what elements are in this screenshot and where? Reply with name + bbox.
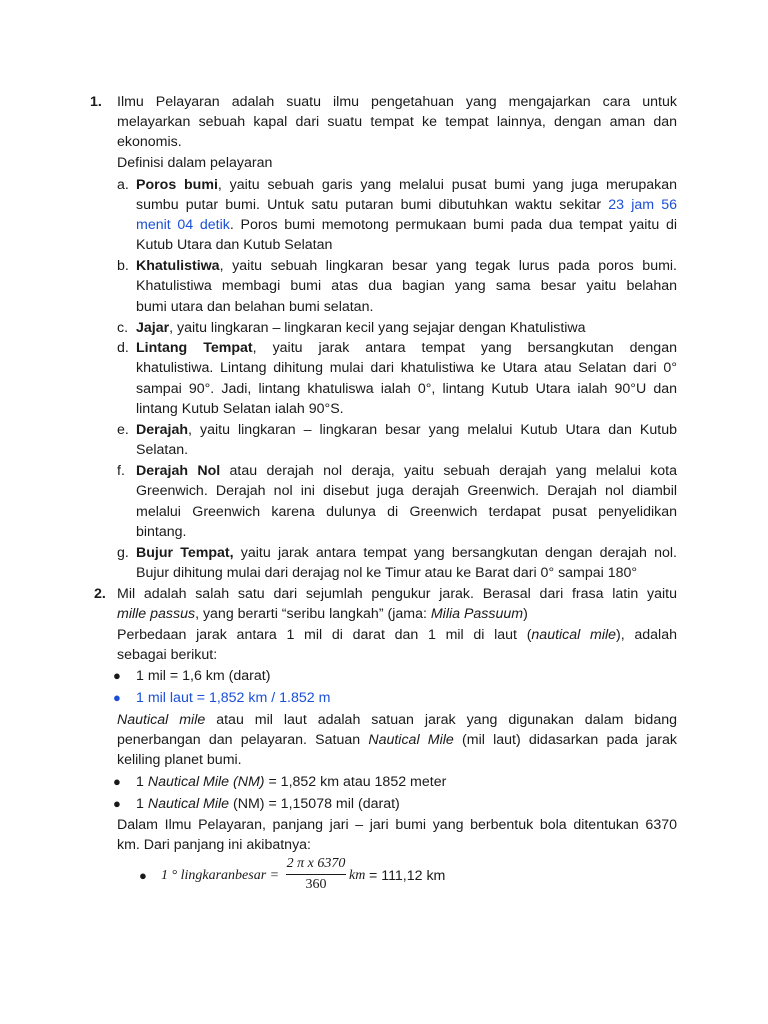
formula-denominator: 360 (305, 877, 327, 892)
def-b-line-1: Khatulistiwa, yaitu sebuah lingkaran besar yang tegak lurus pada poros bumi. (136, 258, 677, 274)
def-c-line-1: Jajar, yaitu lingkaran – lingkaran kecil yang sejajar dengan Khatulistiwa (136, 320, 586, 336)
def-a-term: Poros bumi (136, 177, 218, 193)
def-e-term: Derajah (136, 422, 189, 438)
def-letter-a: a. (117, 177, 129, 193)
formula-lhs: 1 ° lingkaranbesar = (161, 868, 280, 883)
def-b-term: Khatulistiwa (136, 258, 220, 274)
bullet-mil-laut: 1 mil laut = 1,852 km / 1.852 m (136, 690, 331, 706)
def-d-line-1: Lintang Tempat, yaitu jarak antara tempat yang bersangkutan dengan (136, 340, 677, 356)
bullet-icon: ● (113, 690, 121, 705)
item1-line-1: Ilmu Pelayaran adalah suatu ilmu pengetahuan yang mengajarkan cara untuk (117, 94, 677, 110)
def-letter-d: d. (117, 340, 129, 356)
bullet-icon: ● (113, 668, 121, 683)
item-number-2: 2. (94, 586, 106, 602)
item2-line-9: km. Dari panjang ini akibatnya: (117, 837, 311, 853)
bullet-mil-darat: 1 mil = 1,6 km (darat) (136, 668, 271, 684)
def-a-line-4: Kutub Utara dan Kutub Selatan (136, 237, 333, 253)
def-e-line-2: Selatan. (136, 442, 189, 458)
bullet-icon: ● (113, 796, 121, 811)
def-e-line-1: Derajah, yaitu lingkaran – lingkaran besar yang melalui Kutub Utara dan Kutub (136, 422, 677, 438)
bullet-nm-km: 1 Nautical Mile (NM) = 1,852 km atau 1852 meter (136, 774, 447, 790)
item1-subheading: Definisi dalam pelayaran (117, 155, 273, 171)
bullet-icon: ● (139, 868, 147, 883)
def-a-line-2: sumbu putar bumi. Untuk satu putaran bumi dibutuhkan waktu sekitar 23 jam 56 (136, 197, 677, 213)
item2-line-8: Dalam Ilmu Pelayaran, panjang jari – jari bumi yang berbentuk bola ditentukan 6370 (117, 817, 677, 833)
def-d-term: Lintang Tempat (136, 340, 253, 356)
def-f-line-4: bintang. (136, 524, 187, 540)
item1-line-3: ekonomis. (117, 134, 182, 150)
def-letter-g: g. (117, 545, 129, 561)
def-g-line-2: Bujur dihitung mulai dari derajag nol ke Timur atau ke Barat dari 0° sampai 180° (136, 565, 638, 581)
def-g-term: Bujur Tempat, (136, 545, 234, 561)
item2-line-4: sebagai berikut: (117, 647, 218, 663)
def-f-line-2: Greenwich. Derajah nol ini disebut juga derajah Greenwich. Derajah nol diambil (136, 483, 677, 499)
item2-line-3: Perbedaan jarak antara 1 mil di darat dan 1 mil di laut (nautical mile), adalah (117, 627, 677, 643)
def-d-line-4: lintang Kutub Selatan ialah 90°S. (136, 401, 344, 417)
def-d-line-3: sampai 90°. Jadi, lintang khatuliswa ialah 0°, lintang Kutub Utara ialah 90°U dan (136, 381, 677, 397)
def-letter-f: f. (117, 463, 125, 479)
item2-line-2: mille passus, yang berarti “seribu langkah” (jama: Milia Passuum) (117, 606, 528, 622)
formula-unit: km (349, 868, 366, 883)
def-letter-e: e. (117, 422, 129, 438)
def-f-line-3: melalui Greenwich karena dulunya di Greenwich terdapat pusat penyelidikan (136, 504, 677, 520)
def-b-line-3: bumi utara dan belahan bumi selatan. (136, 299, 374, 315)
def-g-line-1: Bujur Tempat, yaitu jarak antara tempat yang bersangkutan dengan derajah nol. (136, 545, 677, 561)
def-d-line-2: khatulistiwa. Lintang dihitung mulai dari khatulistiwa ke Utara atau Selatan dari 0° (136, 360, 677, 376)
def-b-line-2: Khatulistiwa membagi bumi atas dua bagian yang sama besar yaitu belahan (136, 278, 677, 294)
bullet-icon: ● (113, 774, 121, 789)
formula-numerator: 2 π x 6370 (286, 856, 346, 871)
time-highlight-2: menit 04 detik (136, 217, 230, 233)
bullet-nm-mil: 1 Nautical Mile (NM) = 1,15078 mil (darat) (136, 796, 400, 812)
item2-line-7: keliling planet bumi. (117, 752, 242, 768)
item2-line-6: penerbangan dan pelayaran. Satuan Nautical Mile (mil laut) didasarkan pada jarak (117, 732, 678, 748)
def-a-line-3: menit 04 detik. Poros bumi memotong permukaan bumi pada dua tempat yaitu di (136, 217, 677, 233)
time-highlight: 23 jam 56 (608, 197, 677, 213)
def-letter-b: b. (117, 258, 129, 274)
def-c-term: Jajar (136, 320, 170, 336)
def-f-line-1: Derajah Nol atau derajah nol deraja, yaitu sebuah derajah yang melalui kota (136, 463, 677, 479)
def-a-line-1: Poros bumi, yaitu sebuah garis yang melalui pusat bumi yang juga merupakan (136, 177, 677, 193)
item2-line-5: Nautical mile atau mil laut adalah satuan jarak yang digunakan dalam bidang (117, 712, 677, 728)
fraction-bar (286, 874, 346, 875)
def-f-term: Derajah Nol (136, 463, 221, 479)
item1-line-2: melayarkan sebuah kapal dari suatu tempat ke tempat lainnya, dengan aman dan (117, 114, 677, 130)
def-letter-c: c. (117, 320, 129, 336)
item2-line-1: Mil adalah salah satu dari sejumlah pengukur jarak. Berasal dari frasa latin yaitu (117, 586, 677, 602)
item-number-1: 1. (90, 94, 102, 110)
formula-result: = 111,12 km (369, 868, 446, 884)
